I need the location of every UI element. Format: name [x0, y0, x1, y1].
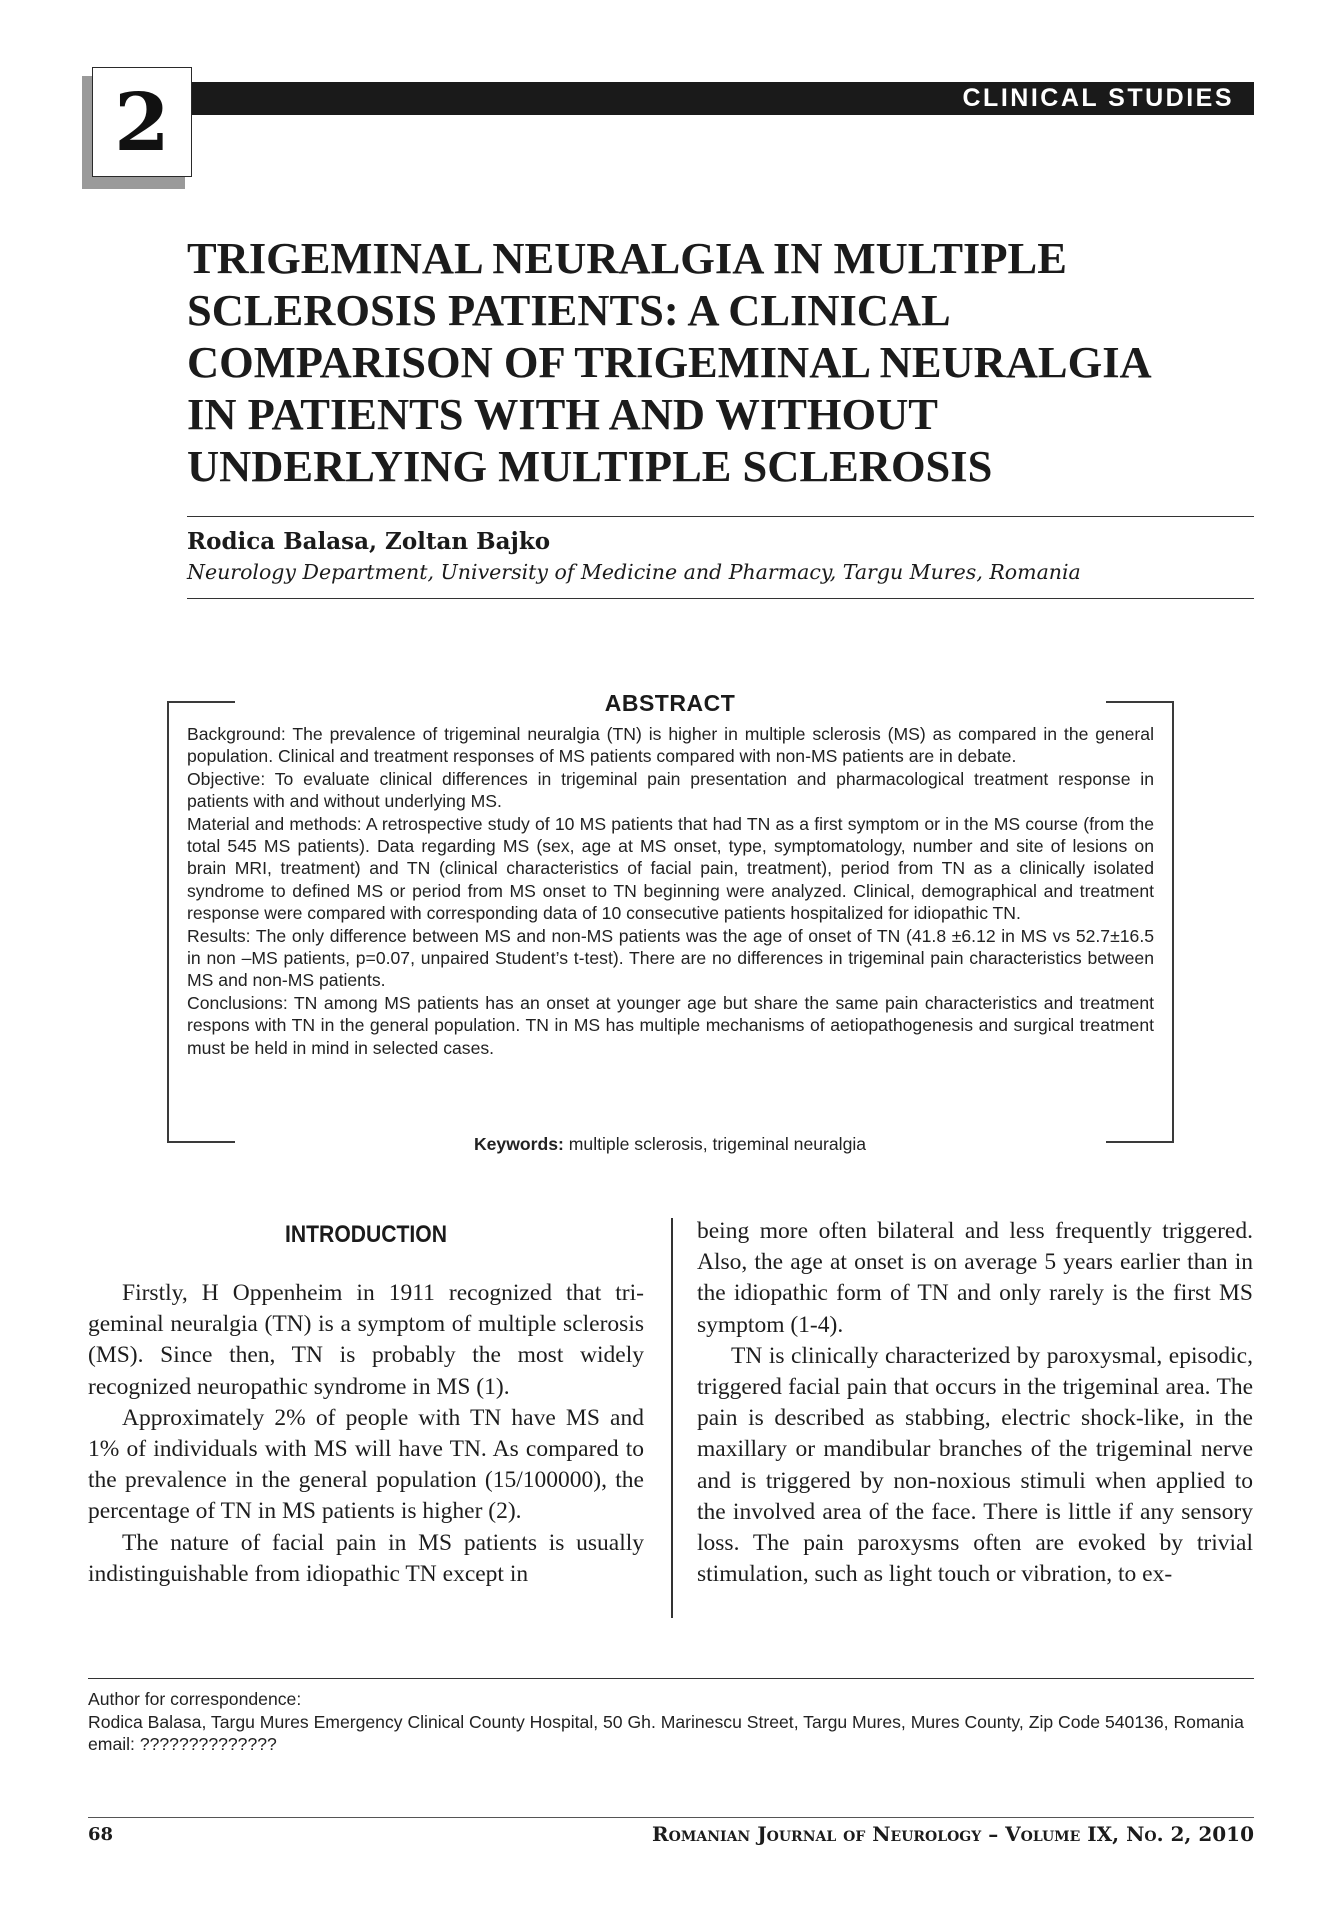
abstract-frame [1172, 701, 1174, 1143]
divider [88, 1678, 1254, 1679]
title-line: TRIGEMINAL NEURALGIA IN MULTIPLE [187, 233, 1067, 283]
column-divider [671, 1218, 673, 1618]
divider [187, 516, 1254, 517]
paragraph: Firstly, H Oppenheim in 1911 recognized that trigeminal neuralgia (TN) is a symptom of multiple sclerosis (MS). Since then, TN is probably the most widely recognized neuropathic syndrome in MS (1). [88, 1280, 644, 1400]
paragraph: being more often bilateral and less frequently triggered. Also, the age at onset is on average 5 years earlier than in the idiopathic form of TN and only rarely is the first MS symptom (1-4). [697, 1218, 1253, 1338]
correspondence-label: Author for correspondence: [88, 1689, 302, 1709]
paragraph: TN is clinically characterized by paroxysmal, episodic, triggered facial pain that occurs in the trigeminal area. The pain is described as stabbing, electric shock-like, in the maxillary or mandibular branches of the trigeminal nerve and is triggered by non-noxious stimuli when applied to the involved area of the face. There is little if any sensory loss. The pain paroxysms often are evoked by trivial stimulation, such as light touch or vibration, to ex- [697, 1342, 1253, 1588]
paragraph: The nature of facial pain in MS patients is usually indistinguishable from idiopathic TN except in [88, 1529, 644, 1587]
abstract-results: Results: The only difference between MS and non-MS patients was the age of onset of TN (41.8 ±6.12 in MS vs 52.7±16.5 in non –MS patients, p=0.07, unpaired Student’s t-test). There are no differences in trigeminal pain characteristics between MS and non-MS patients. [187, 925, 1154, 991]
introduction-heading: INTRODUCTION [285, 1221, 447, 1248]
title-line: IN PATIENTS WITH AND WITHOUT [187, 389, 938, 439]
section-number: 2 [92, 67, 192, 177]
section-label: CLINICAL STUDIES [962, 84, 1234, 112]
right-column [697, 1216, 1253, 1590]
abstract-objective: Objective: To evaluate clinical differences in trigeminal pain presentation and pharmacological treatment response in patients with and without underlying MS. [187, 768, 1154, 812]
left-column [88, 1278, 644, 1590]
title-line: COMPARISON OF TRIGEMINAL NEURALGIA [187, 337, 1152, 387]
paragraph: Approximately 2% of people with TN have MS and 1% of individuals with MS will have TN. As compared to the prevalence in the general population (15/100000), the percentage of TN in MS patients is higher (2). [88, 1404, 644, 1525]
abstract-frame [167, 701, 169, 1143]
keywords-label: Keywords: [473, 1134, 564, 1154]
title-line: SCLEROSIS PATIENTS: A CLINICAL [187, 285, 951, 335]
section-header-bar [192, 82, 1254, 115]
title-line: UNDERLYING MULTIPLE SCLEROSIS [187, 441, 993, 491]
affiliation: Neurology Department, University of Medicine and Pharmacy, Targu Mures, Romania [187, 560, 1081, 584]
correspondence-note [88, 1688, 1254, 1756]
abstract-body [187, 723, 1154, 1059]
divider [187, 598, 1254, 599]
authors: Rodica Balasa, Zoltan Bajko [187, 528, 551, 555]
keywords [0, 1134, 1340, 1155]
correspondence-address: Rodica Balasa, Targu Mures Emergency Clinical County Hospital, 50 Gh. Marinescu Street, Targu Mures, Mures County, Zip Code 540136, Romania [88, 1711, 1244, 1732]
journal-name: Romanian Journal of Neurology – Volume IX, No. 2, 2010 [652, 1822, 1254, 1846]
page-number: 68 [88, 1824, 114, 1845]
article-title [187, 232, 1267, 492]
abstract-background: Background: The prevalence of trigeminal neuralgia (TN) is higher in multiple sclerosis (MS) as compared in the general population. Clinical and treatment responses of MS patients compared with non-MS patients are in debate. [187, 724, 1154, 767]
abstract-heading: ABSTRACT [604, 690, 736, 716]
abstract-conclusions: Conclusions: TN among MS patients has an onset at younger age but share the same pain characteristics and treatment respons with TN in the general population. TN in MS has multiple mechanisms of aetiopathogenesis and surgical treatment must be held in mind in selected cases. [187, 992, 1154, 1058]
footer-divider [88, 1817, 1254, 1818]
correspondence-email: email: ?????????????? [88, 1734, 277, 1754]
keywords-text: multiple sclerosis, trigeminal neuralgia [563, 1134, 867, 1154]
abstract-methods: Material and methods: A retrospective study of 10 MS patients that had TN as a first symptom or in the MS course (from the total 545 MS patients). Data regarding MS (sex, age at MS onset, type, symptomatology, number and site of lesions on brain MRI, treatment) and TN (clinical characteristics of facial pain, treatment), period from TN as a clinically isolated syndrome to defined MS or period from MS onset to TN beginning were analyzed. Clinical, demographical and treatment response were compared with corresponding data of 10 consecutive patients hospitalized for idiopathic TN. [187, 813, 1154, 924]
